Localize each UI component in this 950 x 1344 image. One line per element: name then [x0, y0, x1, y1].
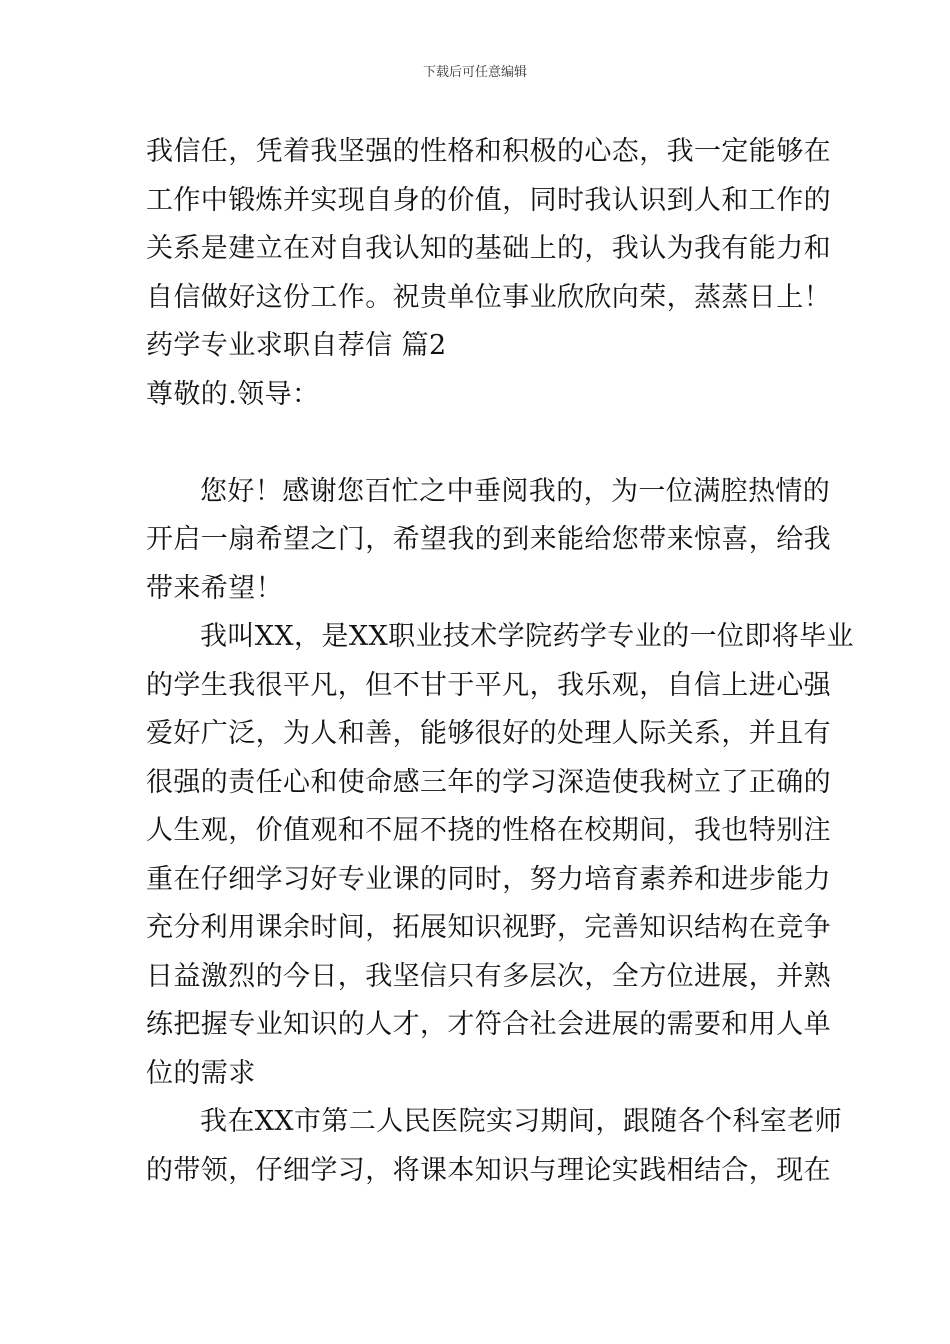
text-line: 很强的责任心和使命感三年的学习深造使我树立了正确的: [146, 766, 831, 798]
text-line: 带来希望！: [146, 572, 283, 604]
salutation: 尊敬的.领导：: [146, 378, 320, 410]
text-line: 人生观，价值观和不屈不挠的性格在校期间，我也特别注: [146, 815, 831, 846]
blank-line: [146, 419, 816, 468]
text-line: 工作中锻炼并实现自身的价值，同时我认识到人和工作的: [146, 184, 831, 216]
page-header-note: 下载后可任意编辑: [422, 65, 527, 80]
text-line: 练把握专业知识的人才，才符合社会进展的需要和用人单: [146, 1009, 831, 1040]
paragraph-start: 我在XX市第二人民医院实习期间，跟随各个科室老师: [200, 1106, 843, 1137]
paragraph-start: 您好！感谢您百忙之中垂阅我的，为一位满腔热情的: [200, 475, 831, 507]
text-line: 充分利用课余时间，拓展知识视野，完善知识结构在竞争: [146, 912, 831, 943]
section-heading: 药学专业求职自荐信 篇2: [146, 330, 447, 361]
text-line: 开启一扇希望之门，希望我的到来能给您带来惊喜，给我: [146, 524, 831, 555]
text-line: 我信任，凭着我坚强的性格和积极的心态，我一定能够在: [146, 136, 831, 167]
paragraph-start: 我叫XX，是XX职业技术学院药学专业的一位即将毕业: [200, 621, 854, 652]
text-line: 自信做好这份工作。祝贵单位事业欣欣向荣，蒸蒸日上！: [146, 281, 831, 313]
text-line: 的学生我很平凡，但不甘于平凡，我乐观，自信上进心强: [146, 669, 831, 701]
text-line: 位的需求: [146, 1057, 256, 1089]
text-line: 的带领，仔细学习，将课本知识与理论实践相结合，现在: [146, 1154, 831, 1186]
text-line: 重在仔细学习好专业课的同时，努力培育素养和进步能力: [146, 863, 831, 895]
text-line: 关系是建立在对自我认知的基础上的，我认为我有能力和: [146, 233, 831, 264]
text-line: 爱好广泛，为人和善，能够很好的处理人际关系，并且有: [146, 718, 831, 749]
text-line: 日益激烈的今日，我坚信只有多层次，全方位进展，并熟: [146, 960, 831, 992]
document-body: [146, 128, 854, 1195]
